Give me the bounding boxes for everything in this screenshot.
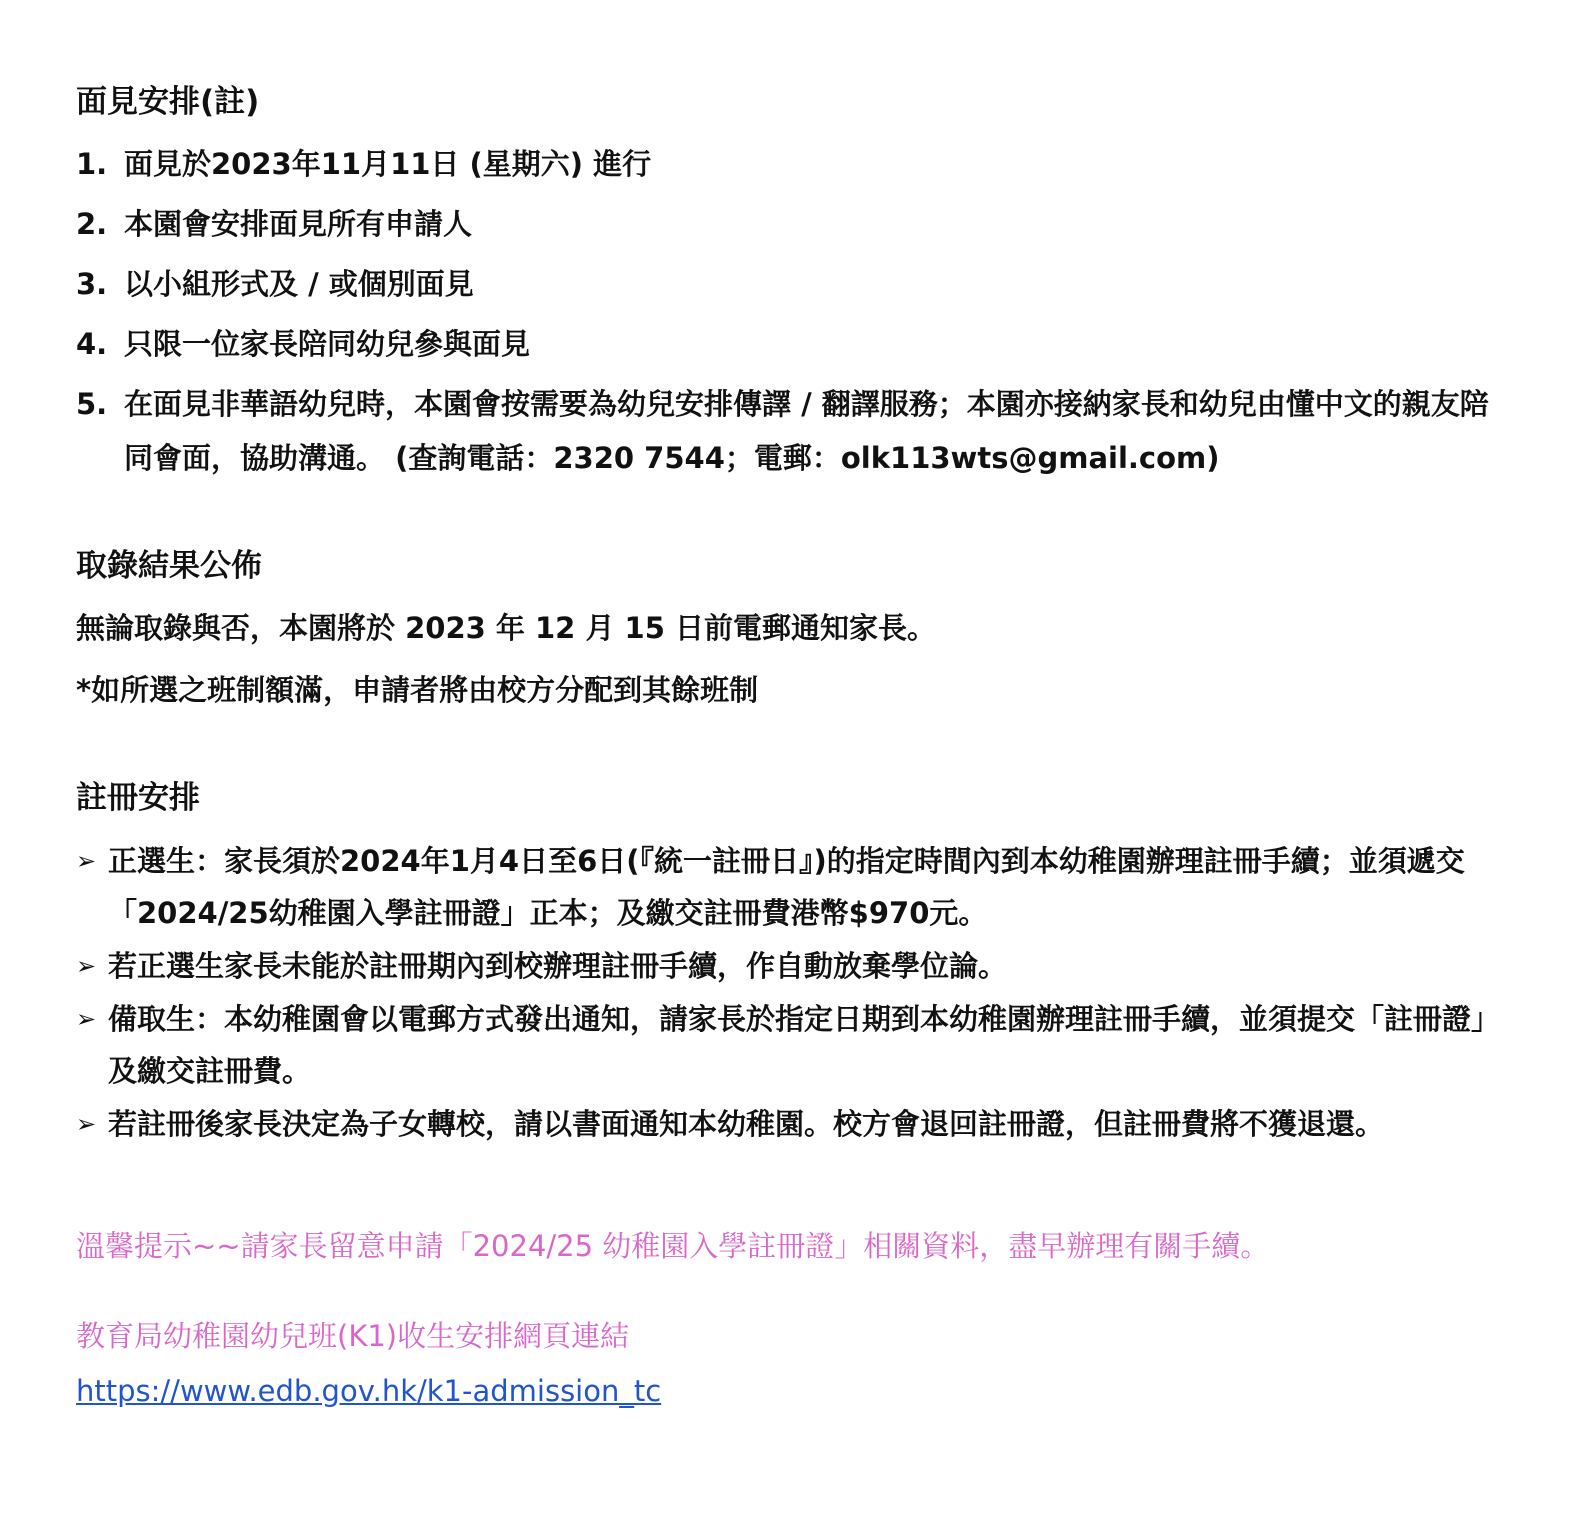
list-item [76,993,1516,1097]
list-text: 只限一位家長陪同幼兒參與面見 [124,327,531,361]
results-title: 取錄結果公佈 [76,548,262,584]
interview-title: 面見安排(註) [76,84,260,120]
list-number: 1. [76,147,108,181]
list-item [76,317,1516,371]
reminder-text: 溫馨提示~~請家長留意申請「2024/25 幼稚園入學註冊證」相關資料，盡早辦理有關手續。 [76,1229,1270,1263]
registration-title: 註冊安排 [76,780,200,816]
list-number: 3. [76,267,108,301]
arrow-bullet-icon: ➢ [76,952,97,980]
list-item [76,197,1516,251]
list-item [76,1098,1516,1150]
list-item [76,257,1516,311]
bullet-text: 正選生：家長須於2024年1月4日至6日(『統一註冊日』)的指定時間內到本幼稚園辦理註冊手續；並須遞交「2024/25幼稚園入學註冊證」正本；及繳交註冊費港幣$970元。 [108,844,1465,930]
list-item [76,137,1516,191]
list-item [76,377,1516,485]
list-number: 5. [76,387,108,421]
bullet-text: 備取生：本幼稚園會以電郵方式發出通知，請家長於指定日期到本幼稚園辦理註冊手續，並須提交「註冊證」及繳交註冊費。 [108,1002,1501,1088]
list-text: 在面見非華語幼兒時，本園會按需要為幼兒安排傳譯 / 翻譯服務；本園亦接納家長和幼兒由懂中文的親友陪同會面，協助溝通。 (查詢電話：2320 7544；電郵：olk113wts@gmail.com) [124,387,1489,475]
arrow-bullet-icon: ➢ [76,1110,97,1138]
bullet-text: 若註冊後家長決定為子女轉校，請以書面通知本幼稚園。校方會退回註冊證，但註冊費將不獲退還。 [108,1107,1385,1141]
list-text: 面見於2023年11月11日 (星期六) 進行 [124,147,652,181]
edb-link[interactable]: https://www.edb.gov.hk/k1-admission_tc [76,1374,662,1408]
list-item [76,940,1516,992]
arrow-bullet-icon: ➢ [76,1005,97,1033]
list-number: 4. [76,327,108,361]
list-item [76,835,1516,939]
results-note: *如所選之班制額滿，申請者將由校方分配到其餘班制 [76,673,759,707]
list-number: 2. [76,207,108,241]
list-text: 本園會安排面見所有申請人 [124,207,473,241]
results-notice: 無論取錄與否，本園將於 2023 年 12 月 15 日前電郵通知家長。 [76,611,937,645]
bullet-text: 若正選生家長未能於註冊期內到校辦理註冊手續，作自動放棄學位論。 [108,949,1008,983]
list-text: 以小組形式及 / 或個別面見 [124,267,474,301]
link-caption: 教育局幼稚園幼兒班(K1)收生安排網頁連結 [76,1319,630,1353]
arrow-bullet-icon: ➢ [76,847,97,875]
